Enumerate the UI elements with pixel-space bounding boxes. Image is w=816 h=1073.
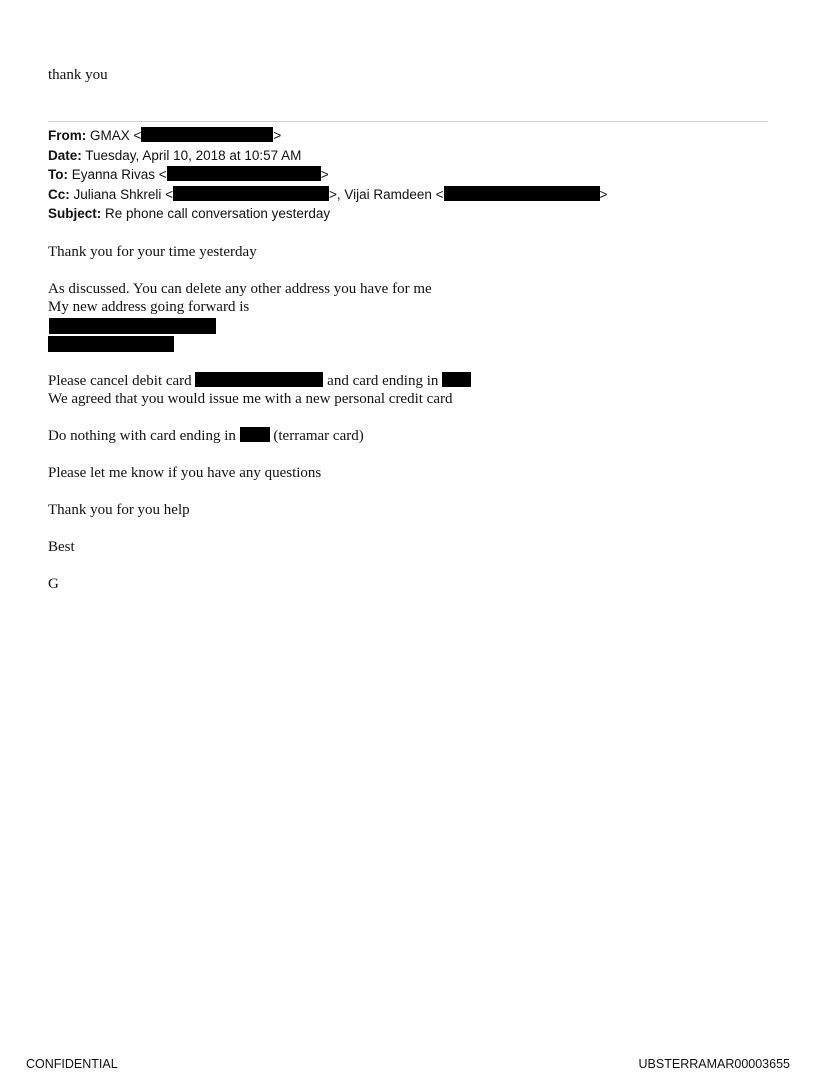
date-label: Date: — [48, 147, 82, 163]
body-line-cancel-card — [48, 372, 471, 390]
subject-label: Subject: — [48, 206, 102, 221]
subject-value: Re phone call conversation yesterday — [105, 206, 331, 221]
to-line — [48, 165, 607, 185]
redaction-box — [195, 372, 323, 387]
email-header — [48, 126, 607, 224]
cc-middle: >, Vijai Ramdeen < — [328, 186, 444, 202]
cc-close: > — [599, 186, 608, 202]
body-line-questions: Please let me know if you have any questions — [48, 465, 322, 481]
nothing-text-b: (terramar card) — [273, 428, 364, 444]
separator-line — [48, 121, 768, 122]
redaction-box — [141, 127, 273, 142]
to-value: Eyanna Rivas < — [71, 167, 167, 182]
redaction-box — [442, 372, 471, 387]
body-line-agreed: We agreed that you would issue me with a new personal credit card — [48, 391, 453, 407]
body-line-best: Best — [48, 539, 75, 555]
body-line-new-address: My new address going forward is — [48, 299, 250, 315]
date-line — [48, 146, 607, 166]
from-line — [48, 126, 607, 146]
to-label: To: — [48, 167, 68, 182]
address-redaction-1 — [49, 318, 216, 334]
cc-line — [48, 185, 607, 205]
body-line-thank-you-time: Thank you for your time yesterday — [48, 244, 257, 260]
cancel-text-a: Please cancel debit card — [48, 373, 192, 389]
cc-label: Cc: — [48, 186, 70, 202]
footer-confidential: CONFIDENTIAL — [26, 1057, 118, 1071]
body-line-thanks: Thank you for you help — [48, 502, 190, 518]
footer-bates-number: UBSTERRAMAR00003655 — [638, 1057, 790, 1071]
redaction-box — [167, 166, 321, 181]
body-line-discussed: As discussed. You can delete any other address you have for me — [48, 281, 432, 297]
date-value: Tuesday, April 10, 2018 at 10:57 AM — [85, 147, 302, 163]
top-reply-text: thank you — [48, 67, 108, 83]
address-redaction-2 — [48, 336, 174, 352]
redaction-box — [173, 186, 329, 201]
from-label: From: — [48, 128, 87, 143]
from-close: > — [273, 128, 282, 143]
to-close: > — [320, 167, 329, 182]
body-line-signature: G — [48, 576, 59, 592]
redaction-box — [240, 427, 270, 442]
body-line-do-nothing — [48, 427, 364, 445]
cc-value: Juliana Shkreli < — [73, 186, 173, 202]
cancel-text-b: and card ending in — [327, 373, 439, 389]
from-value: GMAX < — [90, 128, 142, 143]
subject-line — [48, 204, 607, 224]
redaction-box — [444, 186, 600, 201]
nothing-text-a: Do nothing with card ending in — [48, 428, 236, 444]
